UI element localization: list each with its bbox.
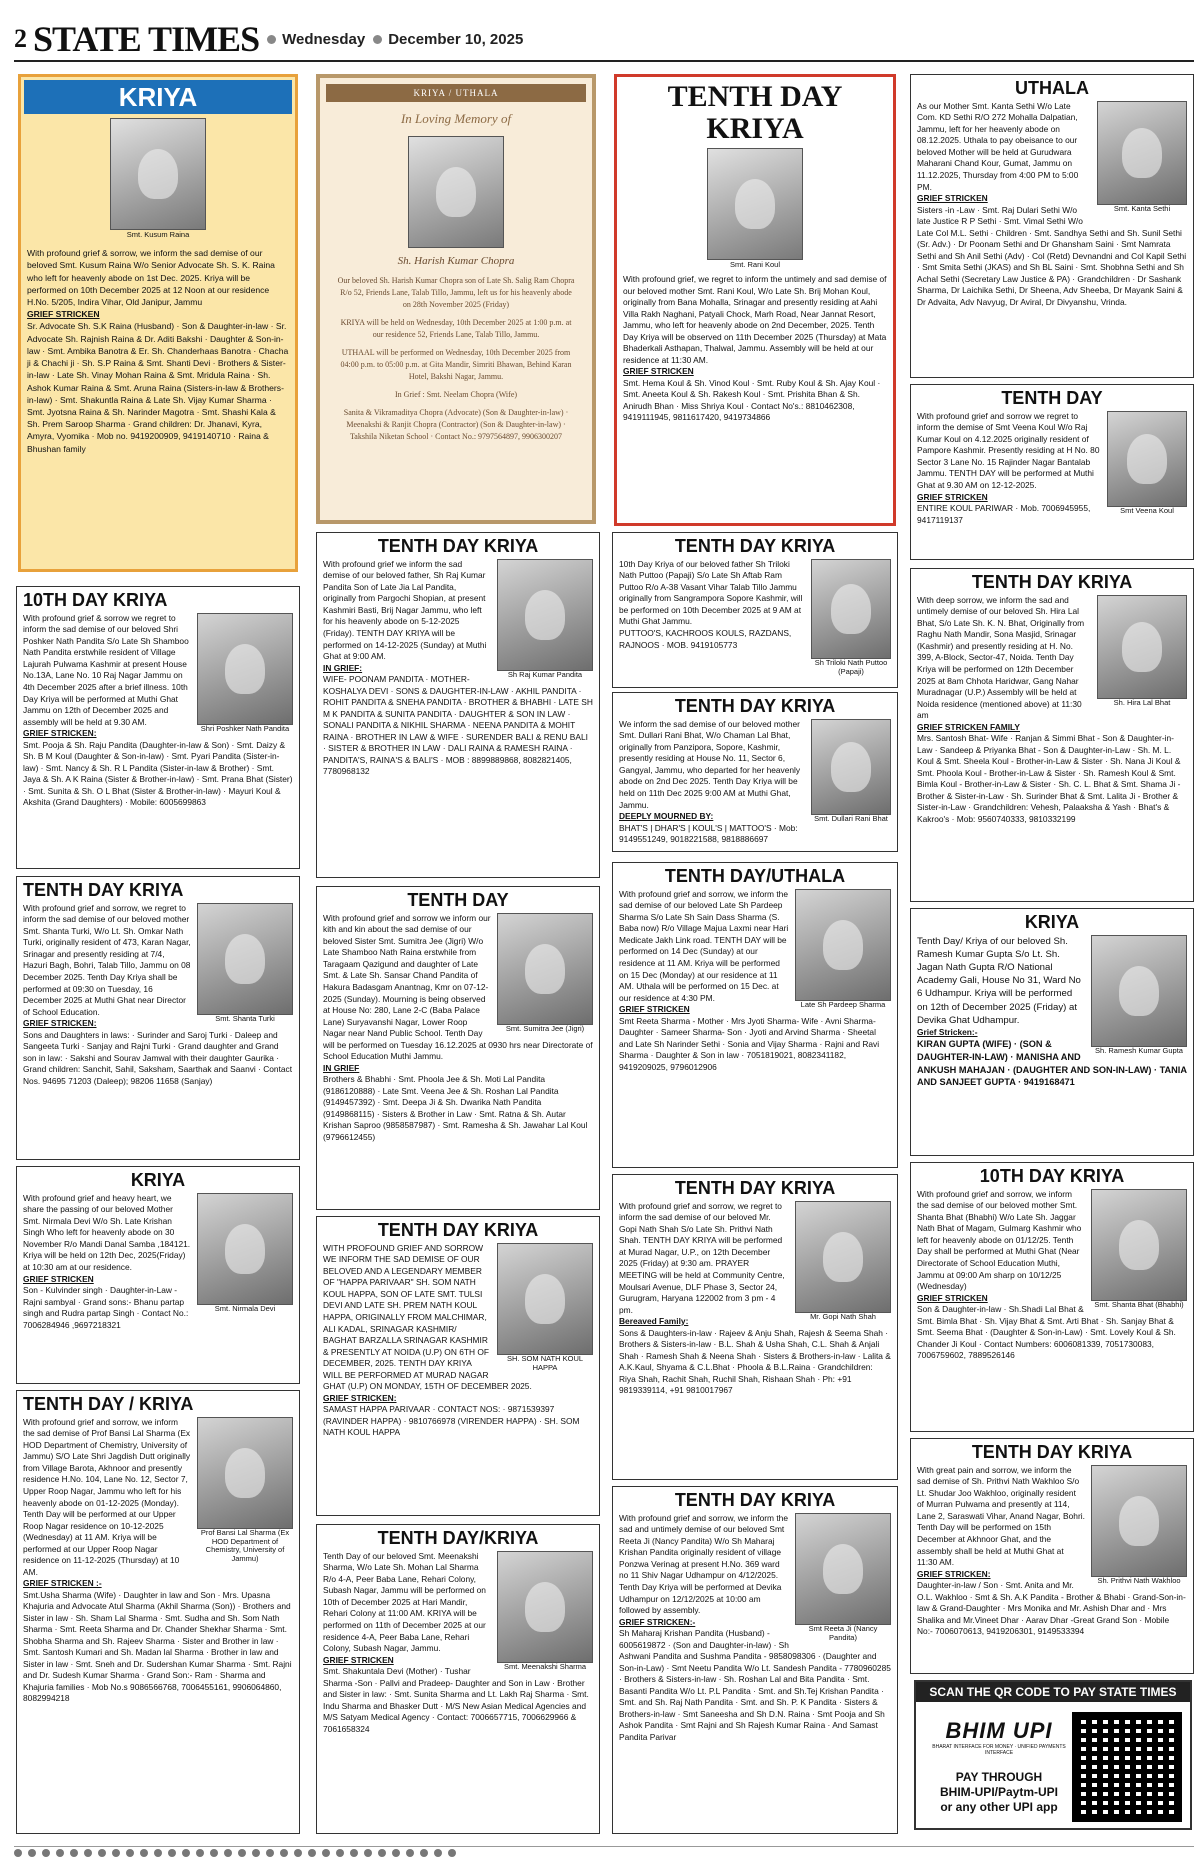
notice-body: With profound grief & sorrow, we inform the sad demise of our beloved Smt. Kusum Raina W/o Senior Advocate Sh. S. K. Raina who left for heavenly abode on 1st Dec. 2025. Kriya will be performed on 10th December 2025 at 12 Noon at our residence H.No. 5/205, Indira Vihar, Old Janipur, Jammu (27, 248, 275, 308)
notice-body: Tenth Day/ Kriya of our beloved Sh. Ramesh Kumar Gupta S/o Lt. Sh. Jagan Nath Gupta R/O National Academy Gali, House No 31, Ward No 6 Udhampur. Kriya will be performed on 12th of December 2025 (Friday) at Devika Ghat Udhampur. (917, 935, 1081, 1026)
portrait-image (408, 136, 504, 248)
kriya-details: KRIYA will be held on Wednesday, 10th December 2025 at 1:00 p.m. at our residence 52, Friends Lane, Talab Tillo, Jammu. (340, 318, 572, 340)
notice-title: TENTH DAY KRIYA (674, 1490, 836, 1510)
family-list: WIFE- POONAM PANDITA · MOTHER- KOSHALYA DEVI · SONS & DAUGHTER-IN-LAW · AKHIL PANDITA · ROHIT PANDITA & SNEHA PANDITA · BROTHER & BHABHI · LATE SH M K PANDITA & SUNITA PANDITA · DAUGHTER & SON IN LAW · SONALI PANDITA & NIKHIL SHARMA · NEENA PANDITA & MOHIT RAINA · BROTHER IN LAW & WIFE · SURENDER BALI & RENU BALI · SISTER & BROTHER IN LAW · DALI RAINA & RAMESH RAINA · PANDITA'S, RAINA'S & BALI'S · MOB : 8899889868, 8082821405, 7780968132 (323, 674, 593, 777)
photo-caption: Smt. Meenakshi Sharma (503, 1661, 587, 1671)
qr-left (924, 1718, 1074, 1815)
portrait-image (795, 889, 891, 1001)
photo (497, 1551, 593, 1672)
family-list: KIRAN GUPTA (WIFE) · (SON & DAUGHTER-IN-LAW) · MANISHA AND ANKUSH MAHAJAN · (DAUGHTER AND SON-IN-LAW) · TANIA AND SANJEET GUPTA · 9419168471 (917, 1039, 1187, 1088)
photo (1097, 101, 1187, 214)
family-list: PUTTOO'S, KACHROOS KOULS, RAZDANS, RAJNOOS · MOB. 9419105773 (619, 627, 792, 650)
notice-body: With profound grief and sorrow, we regret to inform the sad demise of our beloved Mr. Gopi Nath Shah S/o Late Sh. Prithvi Nath Shah. TENTH DAY KRIYA will be performed at Murad Nagar, U.P., on 12th December 2025 (Friday) at 9:30 am. PRAYER MEETING will be held at Community Centre, Moulsari Avenue, DLF Phase 3, Sector 24, Gurugram, Haryana 122002 from 3 pm - 4 pm. (619, 1200, 785, 1315)
grief-heading: GRIEF STRICKEN FAMILY (917, 721, 1020, 732)
obituary-kusum-raina (18, 74, 298, 572)
family-list: Sons and Daughters in laws: · Surinder and Saroj Turki · Daleep and Sangeeta Turki · Sanjay and Rajni Turki · Grand daughter and Grand son in law: · Sakshi and Sourav Jamwal with their daughter Gaurika · Grand children: Sanchit, Sahil, Saksham, Saarthak and Saanvi · Contact Nos. 94695 71203 (Daleep); 98206 11658 (Sanjay) (23, 1029, 293, 1086)
grief-heading: GRIEF STRICKEN (619, 1004, 690, 1015)
portrait-image (1097, 101, 1187, 205)
photo (197, 1417, 293, 1564)
portrait-image (197, 1193, 293, 1305)
family-list: Smt. Hema Koul & Sh. Vinod Koul · Smt. Ruby Koul & Sh. Ajay Koul · Smt. Aneeta Koul & Sh. Rakesh Koul · Smt. Prishita Bhan & Sh. Anirudh Bhan · Miss Shriya Koul · Contact No's.: 8810462308, 9419111945, 9811617420, 9419734866 (623, 377, 881, 423)
grief-heading: IN GRIEF (323, 1062, 360, 1073)
notice-body: With profound grief and sorrow we inform our kith and kin about the sad demise of our beloved Sister Smt. Sumitra Jee (Jigri) W/o Late Shamboo Nath Raina erstwhile from Taragaam Qazigund and daughter of Late Smt. & Late Sh. Sansar Chand Pandita of Hakura Badasgam Anantnag, Kmr on 07-12-2025 (Sunday). Mourning is being observed at House No: 280, Lane 2-C (Baba Palace Lane) Suryavanshi Nagar, Lower Roop Nagar near Nand Public School. Tenth Day will be performed on Tuesday 16.12.2025 at 0930 hrs near Directorate of School Education Muthi Jammu. (323, 912, 593, 1062)
obituary-ramesh-kumar-gupta (910, 908, 1194, 1156)
notice-title: KRIYA (130, 1170, 186, 1190)
portrait-image (1097, 595, 1187, 699)
portrait-image (497, 1551, 593, 1663)
payment-qr-ad (914, 1680, 1192, 1830)
grief-heading: DEEPLY MOURNED BY: (619, 811, 714, 822)
bhim-subtitle: BHARAT INTERFACE FOR MONEY · UNIFIED PAYMENTS INTERFACE (932, 1744, 1066, 1756)
obituary-raj-kumar-pandita (316, 532, 600, 878)
family-list: Sh Maharaj Krishan Pandita (Husband) - 6005619872 · (Son and Daughter-in-law) · Sh Ashwani Pandita and Sushma Pandita - 9858098306 · (Daughter and Son-in-Law) · Smt Neetu Pandita W/o Lt. Sandesh Pandita - 7780960285 · Brothers & Sisters-in-law · Sh. Roshan Lal and Bita Pandita · Smt. Basanti Pandita W/o Lt. P.L Pandita · Smt. and Sh.Tej Krishan Pandita · Smt. and Sh. Raj Nath Pandita · Smt. and Sh. P. K Pandita · Sisters & Brothers-in-law · Smt Saneesha and Sh D.N. Raina · Smt Pooja and Sh Ashok Pandita · Smt Rajni and Sh Rajesh Kumar Raina · And Samast Pandita Parivar (619, 1628, 891, 1742)
obituary-prithvi-nath-wakhloo (910, 1438, 1194, 1674)
notice-body: With profound grief and sorrow, we inform the sad and untimely demise of our beloved Smt Reeta Ji (Nancy Pandita) W/o Sh Maharaj Krishan Pandita originally resident of village Ponzwa Verinag at present H.No. 369 ward no 11 Shiv Nagar Udhampur on 4/12/2025. Tenth Day Kriya will be performed at Devika Udhampur on 12/12/2025 at 10:00 am followed by assembly. (619, 1512, 788, 1616)
photo-caption: Sh Raj Kumar Pandita (507, 669, 583, 679)
portrait-image (1091, 1189, 1187, 1301)
photo-caption: Sh. Prithvi Nath Wakhloo (1097, 1575, 1181, 1585)
notice-title: TENTH DAY KRIYA (377, 1220, 539, 1240)
grief-heading: GRIEF STRICKEN:- (619, 1616, 696, 1627)
grief-heading: GRIEF STRICKEN (323, 1654, 394, 1665)
photo (497, 559, 593, 680)
notice-body: We inform the sad demise of our beloved mother Smt. Dullari Rani Bhat, W/o Chaman Lal Bhat, originally from Panzipora, Sopore, Kashmir, presently residing at House No. 11, Sector 6, Gangyal, Jammu, who departed for her heavenly abode on 2nd Dec 2025. Tenth Day Kriya will be held on 11th Dec 2025 9:00 AM at Muthi Ghat, Jammu. (619, 718, 801, 810)
notice-title: KRIYA / UTHALA (326, 84, 586, 102)
notice-body: With deep sorrow, we inform the sad and untimely demise of our beloved Sh. Hira Lal Bhat, S/o Late Sh. K. N. Bhat, Originally from Raghu Nath Mandir, Sona Masjid, Srinagar (Kashmir) and presently residing at H. No. 399, A-Block, Sector-47, Noida. Tenth Day Kriya will be performed on 12th December 2025 at 8am Chhota Haridwar, Gang Nahar Muradnagar (U.P.) Assembly will be held at Noida residence (mentioned above) at 11:30 am (917, 594, 1085, 721)
photo (197, 613, 293, 734)
grief-heading: GRIEF STRICKEN (623, 366, 694, 377)
photo-caption: Smt. Kusum Raina (126, 230, 190, 239)
photo-caption: Smt. Nirmala Devi (214, 1303, 276, 1313)
family-list: SAMAST HAPPA PARIVAAR · CONTACT NOS: · 9871539397 (RAVINDER HAPPA) · 9810766978 (VIRENDER HAPPA) · SH. SOM NATH KOUL HAPPA (323, 1404, 580, 1438)
photo (408, 136, 504, 248)
obituary-nirmala-devi (16, 1166, 300, 1384)
notice-title: KRIYA (1024, 912, 1080, 932)
photo (795, 1513, 891, 1642)
notice-title: TENTH DAY / KRIYA (23, 1394, 194, 1414)
obituary-kanta-sethi (910, 74, 1194, 378)
grief-heading: GRIEF STRICKEN (917, 193, 988, 204)
family-list: BHAT'S | DHAR'S | KOUL'S | MATTOO'S · Mob: 9149551249, 9018221588, 9818886697 (619, 822, 798, 845)
obituary-sumitra-jee (316, 886, 600, 1210)
grief-heading: GRIEF STRICKEN (917, 1292, 988, 1303)
notice-body: With profound grief and sorrow we regret to inform the demise of Smt Veena Koul W/o Raj Kumar Koul on 4.12.2025 originally resident of Pampore Kashmir. Presently residing at H No. 80 Sector 3 Lane No. 15 Rajinder Nagar Bantalab Jammu. TENTH DAY will be performed at Muthi Ghat at 9.30 AM on 12-12-2025. (917, 410, 1100, 490)
family-list: Sr. Advocate Sh. S.K Raina (Husband) · Son & Daughter-in-law · Sr. Advocate Sh. Rajnish Raina & Dr. Aditi Bakshi · Daughter & Son-in-law · Smt. Ambika Banotra & Er. Sh. Chanderhaas Banotra · Chacha ji & Chachi ji · Sh. S.P Raina & Smt. Shanti Devi · Brothers & Sister-in-law · Late Sh. Vinay Mohan Raina & Smt. Mridula Raina · Sh. Ashok Kumar Raina & Smt. Aruna Raina (Sisters-in-law & Brothers-in-law) · Smt. Shakuntla Raina & Late Sh. Vijay Kumar Sharma · Smt. Jyotsna Raina & Sh. Narinder Magotra · Smt. Shashi Kala & Sh. Prem Saroop Sharma · Grand children: Dr. Jhanavi, Kyra, Amyra, Vyomika · Mob no. 9419200909, 9419140710 · Raina & Bhushan family (27, 321, 289, 454)
portrait-image (795, 1201, 891, 1313)
portrait-image (497, 1243, 593, 1355)
notice-title: TENTH DAY/UTHALA (664, 866, 846, 886)
footer-dots (14, 1846, 1194, 1858)
portrait-image (811, 719, 891, 815)
photo (795, 1201, 891, 1322)
family-list: Smt. Pooja & Sh. Raju Pandita (Daughter-in-law & Son) · Smt. Daizy & Sh. B M Koul (Daughter & Son-in-law) · Smt. Pyari Pandita (Sister-in-law) · Smt. Nancy & Sh. R L Pandita (Sister-in-law & Brother) · Smt. Jaya & Sh. A K Raina (Sister & Brother-in-law) · Smt. Prana Bhat (Sister) · Smt. Sunita & Sh. O L Bhat (Sister & Brother-in-law) · Mayuri Koul & Akshita (Grand Daughters) · Mobile: 6005699863 (23, 739, 293, 808)
photo (497, 913, 593, 1034)
pay-line-1: PAY THROUGH (955, 1770, 1043, 1784)
notice-title: TENTH DAY KRIYA (23, 880, 184, 900)
photo-caption: Smt Veena Koul (1120, 505, 1174, 515)
grief-heading: Bereaved Family: (619, 1316, 689, 1327)
obituary-som-nath-koul-happa (316, 1216, 600, 1516)
portrait-image (110, 118, 206, 230)
family-list: Sons & Daughters-in-law · Rajeev & Anju Shah, Rajesh & Seema Shah · Brothers & Sisters-in-law · B.L. Shah & Usha Shah, C.L. Shah & Anjali Shah · Ramesh Shah & Neena Shah · Sisters & Brothers-in-law · Lalita & A.K.Kaul, Shyama & C.L.Bhat · Phoola & B.L.Raina · Grandchildren: Riya Shah, Rachit Shah, Ruchil Shah, Rishaan Shah · Ph: +91 9819339114, +91 9810017967 (619, 1327, 891, 1396)
photo-caption: Smt. Shanta Turki (215, 1013, 275, 1023)
portrait-image (197, 1417, 293, 1529)
page-number: 2 (14, 24, 27, 53)
grief-heading: IN GRIEF: (323, 662, 363, 673)
notice-title: KRIYA (24, 80, 292, 114)
notice-title: TENTH DAY (1001, 388, 1103, 408)
photo (811, 559, 891, 676)
grief-heading: GRIEF STRICKEN: (323, 1392, 397, 1403)
notice-body: With profound grief and sorrow, we inform the sad demise of our beloved Late Sh Pardeep Sharma S/o Late Sh Sain Dass Sharma (S. Baba now) R/o Village Majua Laxmi near Hari Medicate Jakh Link road. TENTH DAY will be performed on 14 Dec (Sunday) at our residence at 11 AM. Kriya will be performed on 15 Dec (Monday) at our residence at 11 AM. Uthala will be performed on 15 Dec. at our residence at 4:30 PM. (619, 888, 789, 1003)
obituary-poshker-nath-pandita (16, 586, 300, 869)
portrait-image (197, 613, 293, 725)
notice-title: TENTH DAY KRIYA (674, 1178, 836, 1198)
notice-body: With profound grief and sorrow, we inform the sad demise of Prof Bansi Lal Sharma (Ex HOD Department of Chemistry, University of Jammu) S/O Late Shri Jagdish Dutt originally from Village Barota, Akhnoor and presently residence H.No. 104, Lane No. 12, Sector 7, Upper Roop Nagar, Jammu who left for his heavenly abode on 01-12-2025 (Monday). Tenth Day will be performed at our Upper Roop Nagar residence on 10-12-2025 (Wednesday) at 11 AM. Kriya will be performed at our Upper Roop Nagar residence on 11-12-2025 (Thursday) at 10 AM. (23, 1416, 191, 1577)
notice-body: With profound grief and sorrow, we regret to inform the sad demise of our beloved mother Smt. Shanta Turki, W/o Lt. Sh. Omkar Nath Turki, originally resident of 473, Karan Nagar, Srinagar and presently residing at 7/4, Hazuri Bagh, Bohri, Talab Tillo, Jammu on 08 December 2025. Tenth Day Kriya shall be performed at 09:30 on Tuesday, 16 December 2025 at Muthi Ghat near Director of School Education. (23, 902, 191, 1017)
photo-caption: Late Sh Pardeep Sharma (800, 999, 886, 1009)
deceased-name: Sh. Harish Kumar Chopra (397, 255, 515, 268)
photo (1097, 595, 1187, 708)
photo-caption: Smt. Kanta Sethi (1113, 203, 1171, 213)
notice-title: UTHALA (1015, 78, 1089, 98)
family-list: Son - Kulvinder singh · Daughter-in-Law -Rajni sambyal · Grand sons:- Bhanu partap singh and Rudra partap Singh · Contact No.: 7006284946 ,9697218321 (23, 1285, 189, 1330)
notice-body: With profound grief and sorrow, we inform the sad demise of our beloved mother Smt. Shanta Bhat (Bhabhi) W/o Late Sh. Jaggar Nath Bhat of Magam, Gulmarg Kashmir who left for heavenly abode on 01/12/25. Tenth Day shall be performed at Muthi Ghat (Near Directorate of School Education Muthi, Jammu at 09:00 Am sharp on 10/12/25 (Wednesday) (917, 1188, 1082, 1292)
family-list: Daughter-in-law / Son · Smt. Anita and Mr. O.L. Wakhloo · Smt & Sh. A.K Pandita - Brother & Bhabi · Grand-Son-in-law & Grand-Daughter · Mrs Monika and Mr. Ashish Dhar and · Mrs Shalika and Mr.Vineet Dhar · Aarav Dhar -Great Grand Son · Mobile No:- 7006070613, 9419206301, 9149533394 (917, 1580, 1186, 1637)
notice-title: 10TH DAY KRIYA (23, 590, 168, 610)
photo-caption: Prof Bansi Lal Sharma (Ex HOD Department of Chemistry, University of Jammu) (200, 1527, 290, 1563)
photo-caption: Sh. Hira Lal Bhat (1113, 697, 1171, 707)
photo-caption: Smt Reeta Ji (Nancy Pandita) (808, 1623, 878, 1642)
family-list: Smt. Shakuntala Devi (Mother) · Tushar Sharma -Son · Pallvi and Pradeep- Daughter and Son in Law · Brother and Sister in law: · Smt. Sunita Sharma and Lt. Lakh Raj Sharma · Smt. Indu Sharma and Bhasker Dutt · M/S New Asian Medical Agencies and M/S Satyam Medical Agency · Contact: 7006657715, 7006629966 & 7061658324 (323, 1666, 589, 1734)
photo-caption: Mr. Gopi Nath Shah (810, 1311, 876, 1321)
notice-body: 10th Day Kriya of our beloved father Sh Triloki Nath Puttoo (Papaji) S/o Late Sh Aftab Ram Puttoo R/o A-38 Vasant Vihar Talab Tillo Jammu originally from Sangrampora Sopore Kashmir, will be performed on 10th December 2025 at 9 AM at Muthi Ghat Jammu. (619, 558, 803, 627)
notice-body: With profound grief we inform the sad demise of our beloved father, Sh Raj Kumar Pandita Son of Late Jia Lal Pandita, originally from Pargochi Shopian, at present Kashmiri Basti, Brij Nagar Jammu, who left for his heavenly abode on 5-12-2025 (Friday). TENTH DAY KRIYA will be performed on 14-12-2025 (Sunday) at Muthi Ghat at 9:00 AM. (323, 558, 487, 662)
photo-caption: Shri Poshker Nath Pandita (200, 723, 290, 733)
grief-heading: GRIEF STRICKEN (27, 309, 100, 320)
portrait-image (707, 148, 803, 260)
photo (197, 903, 293, 1024)
notice-title: TENTH DAY KRIYA (971, 1442, 1133, 1462)
portrait-image (1091, 935, 1187, 1047)
obituary-bansi-lal-sharma (16, 1390, 300, 1834)
qr-code-icon[interactable] (1072, 1712, 1182, 1822)
uthala-details: UTHAAL will be performed on Wednesday, 10th December 2025 from 04:00 p.m. to 05:00 p.m. at Gita Mandir, Simriti Bhawan, Behind Karan Hotel, Bakshi Nagar, Jammu. (340, 348, 572, 382)
notice-title: 10TH DAY KRIYA (979, 1166, 1125, 1186)
notice-title: TENTH DAY (407, 890, 509, 910)
notice-body: With great pain and sorrow, we inform the sad demise of Sh. Prithvi Nath Wakhloo S/o Lt. Shudar Joo Wakhloo, originally resident of Murran Pulwama and presently at 114, Lane 2, Saraswati Vihar, Anand Nagar, Bohri. Tenth Day will be performed on 15th December at Akhnoor Ghat, and the assembly shall be held at Muthi Ghat at 11:30 AM. (917, 1464, 1085, 1568)
notice-body: Tenth Day of our beloved Smt. Meenakshi Sharma, W/o Late Sh. Mohan Lal Sharma R/o 4-A, Peer Baba Lane, Rehari Colony, Subash Nagar, Jammu will be performed on 10th of December 2025 at Hari Mandir, Rehari Colony at 11:00 AM. KRIYA will be performed on 11th of December 2025 at our residence 4-A, Peer Baba Lane, Rehari Colony, Subash Nagar, Jammu. (323, 1550, 486, 1654)
family-list: Mrs. Santosh Bhat- Wife · Ranjan & Simmi Bhat - Son & Daughter-in-Law · Sandeep & Priyanka Bhat - Son & Daughter-in-Law · Sh. M. L. Koul & Smt. Sheela Koul - Brother-in-Law & Sister · Sh. Nana Ji Koul & Smt. Phoola Koul - Brother-in-Law & Sister · Sh. Ramesh Koul & Smt. Bimla Koul - Brother-in-Law & Sister · Sh. C. L. Bhat & Smt. Shama Ji - Brother & Sister-in-Law · Sh. Surinder Bhat & Smt. Lalita Ji - Brother & Sister-in-Law · Grandchildren: Vehesh, Palaaksha & Yash · Bhat's & Kakroo's · Mob: 9560740333, 9810332199 (917, 733, 1181, 824)
notice-title: TENTH DAY/KRIYA (377, 1528, 539, 1548)
portrait-image (497, 913, 593, 1025)
obituary-hira-lal-bhat (910, 568, 1194, 902)
family-list: Son & Daughter-in-law · Sh.Shadi Lal Bhat & Smt. Bimla Bhat · Sh. Vijay Bhat & Smt. Arti Bhat · Sh. Sanjay Bhat & Smt. Seema Bhat · (Daughter & Son-in-Law) · Smt. Lovely Koul & Sh. Chander Ji Koul · Contact Numbers: 6006081339, 7051730083, 7006759602, 7889526146 (917, 1304, 1176, 1361)
issue-day: Wednesday (282, 30, 366, 48)
grief-heading: GRIEF STRICKEN: (917, 1568, 991, 1579)
photo-caption: SH. SOM NATH KOUL HAPPA (506, 1353, 584, 1372)
portrait-image (795, 1513, 891, 1625)
photo-caption: Smt. Shanta Bhat (Bhabhi) (1094, 1299, 1184, 1309)
bullet-icon (373, 35, 382, 44)
obituary-triloki-nath-puttoo (612, 532, 898, 688)
photo-caption: Sh Triloki Nath Puttoo (Papaji) (814, 657, 888, 676)
obituary-meenakshi-sharma (316, 1524, 600, 1834)
photo-caption: Smt. Dullari Rani Bhat (814, 813, 888, 823)
portrait-image (197, 903, 293, 1015)
photo (707, 148, 803, 270)
bhim-upi-logo: BHIM UPI (945, 1718, 1053, 1743)
pay-line-3: or any other UPI app (940, 1800, 1058, 1814)
issue-date: December 10, 2025 (388, 30, 524, 48)
in-loving-memory: In Loving Memory of (400, 111, 512, 127)
grief-heading: GRIEF STRICKEN (917, 491, 988, 502)
portrait-image (497, 559, 593, 671)
photo (1091, 935, 1187, 1056)
grief-heading: GRIEF STRICKEN: (23, 728, 97, 739)
grief-heading: In Grief : Smt. Neelam Chopra (Wife) (394, 390, 518, 400)
portrait-image (1107, 411, 1187, 507)
grief-heading: GRIEF STRICKEN (23, 1273, 94, 1284)
family-list: Smt Reeta Sharma - Mother · Mrs Jyoti Sharma- Wife · Avni Sharma- Daughter · Sameer Sharma- Son · Jyoti and Arvind Sharma · Sheetal and Late Sh Narinder Sethi · Sonia and Vijay Sharma · Rajni and Ravi Sharma · Daughter & Son in law · 7051819021, 8082341182, 9419209025, 9796012906 (619, 1015, 880, 1072)
family-list: ENTIRE KOUL PARIWAR · Mob. 7006945955, 9417119137 (917, 503, 1091, 525)
qr-heading: SCAN THE QR CODE TO PAY STATE TIMES (916, 1682, 1190, 1702)
photo (497, 1243, 593, 1372)
family-list: Sanita & Vikramaditya Chopra (Advocate) (Son & Daughter-in-law) · Meenakshi & Ranjit Chopra (Contractor) (Son & Daughter-in-law) · Takshila Niketan School · Contact No.: 9797564897, 9906300207 (343, 408, 569, 442)
notice-title: TENTH DAY KRIYA (667, 80, 843, 145)
portrait-image (811, 559, 891, 659)
photo-caption: Smt. Sumitra Jee (Jigri) (505, 1023, 585, 1033)
obituary-shanta-bhat (910, 1162, 1194, 1432)
photo (197, 1193, 293, 1314)
grief-heading: GRIEF STRICKEN :- (23, 1578, 102, 1589)
obituary-reeta-ji (612, 1486, 898, 1834)
notice-body: With profound grief & sorrow we regret to inform the sad demise of our beloved Shri Poshker Nath Pandita S/o Late Sh Shamboo Nath Pandita erstwhile resident of Village Lajurah Pulwama Kashmir at present House No.13A, Lane No. 10 Raj Nagar Jammu on 4th December 2025 after a brief illness. 10th Day Kriya will be performed at Muthi Ghat Jammu on 12th of December 2025 and assembly will be held at 9.30 AM. (23, 612, 189, 727)
notice-body: Our beloved Sh. Harish Kumar Chopra son of Late Sh. Salig Ram Chopra R/o 52, Friends Lane, Talab Tillo, Jammu, left us for his heavenly abode on 28th November 2025 (Friday) (337, 276, 575, 310)
photo-caption: Sh. Ramesh Kumar Gupta (1095, 1045, 1183, 1055)
photo (811, 719, 891, 824)
obituary-gopi-nath-shah (612, 1174, 898, 1480)
family-list: Sisters -in -Law · Smt. Raj Dulari Sethi W/o late Justice R P Sethi · Smt. Vimal Sethi W/o Late Col M.L. Sethi · Children · Smt. Sandhya Sethi and Sh. Sunil Sethi (Sr. Adv.) · Dr Poonam Sethi and Dr Ghansham Saini · Smt Namrata Sethi and Sh Anil Sethi (Adv) · Col (Retd) Devnandni and Col Kapil Sethi · Smt Smita Sethi (JKAS) and Sh BL Saini · Smt. Shobhna Sethi and Sh Achal Sethi (Secretary Law Justice & PA) · Grandchildren · Dr Sashank Sharma, Dr Laichika Sethi, Dr Sheena, Adv Sheeba, Dr Mayank Saini & Dr Advaita, Adv Navyug, Dr Aviral, Dr Divyanshu, Vrinda. (917, 204, 1187, 307)
notice-body: WITH PROFOUND GRIEF AND SORROW WE INFORM THE SAD DEMISE OF OUR BELOVED AND A LEGENDARY MEMBER OF "HAPPA PARIVAAR" SH. SOM NATH KOUL HAPPA, SON OF LATE SMT. TULSI DEVI AND LATE SH. PREM NATH KOUL HAPPA, ORIGINALLY FROM MALCHIMAR, ALI KADAL, SRINAGAR KASHMIR/ BAGHAT BARZALLA SRINAGAR KASHMIR & PRESENTLY AT NOIDA (U.P) ON 6TH OF DECEMBER, 2025. TENTH DAY KRIYA WILL BE PERFORMED AT MURAD NAGAR GHAT (U.P) ON MONDAY, 15TH OF DECEMBER 2025. (323, 1242, 532, 1392)
obituary-pardeep-sharma (612, 862, 898, 1168)
photo (110, 118, 206, 240)
notice-title: TENTH DAY KRIYA (674, 696, 836, 716)
pay-line-2: BHIM-UPI/Paytm-UPI (939, 1785, 1058, 1799)
bullet-icon (267, 35, 276, 44)
notice-title: TENTH DAY KRIYA (377, 536, 539, 556)
photo (1091, 1465, 1187, 1586)
photo (1107, 411, 1187, 516)
notice-body: With profound grief and heavy heart, we share the passing of our beloved Mother Smt. Nirmala Devi W/o Sh. Late Krishan Singh Who left for heavenly abode on 30 November R/o Mandi Danal Samba ,184121. Kriya will be held on 12th Dec, 2025(Friday) at 10:30 am at our residence. (23, 1192, 191, 1272)
photo-caption: Smt. Rani Koul (729, 260, 781, 269)
family-list: Brothers & Bhabhi · Smt. Phoola Jee & Sh. Moti Lal Pandita (9186120888) · Late Smt. Veena Jee & Sh. Roshan Lal Pandita (9149457392) · Smt. Deepa Ji & Sh. Dwarika Nath Pandita (9149868115) · Sisters & Brother in Law · Smt. Ratna & Sh. Autar Krishan Saproo (9858587987) · Smt. Ramesha & Sh. Jawahar Lal Koul (9796612455) (323, 1074, 588, 1142)
newspaper-title: STATE TIMES (33, 19, 260, 59)
notice-title: TENTH DAY KRIYA (971, 572, 1133, 592)
obituary-shanta-turki (16, 876, 300, 1160)
notice-body: As our Mother Smt. Kanta Sethi W/o Late Com. KD Sethi R/O 272 Mohalla Dalpatian, Jammu, left for her heavenly abode on 08.12.2025. Uthala to pay obeisance to our beloved Mother will be held at Gurudwara Maharani Chand Kour, Gumat, Jammu on 11.12.2025, Thursday from 4:00 PM to 5:00 PM. (917, 100, 1079, 192)
masthead (14, 18, 1194, 62)
portrait-image (1091, 1465, 1187, 1577)
grief-heading: GRIEF STRICKEN: (23, 1018, 97, 1029)
photo (1091, 1189, 1187, 1310)
obituary-harish-kumar-chopra (316, 74, 596, 524)
photo (795, 889, 891, 1010)
obituary-veena-koul (910, 384, 1194, 560)
obituary-rani-koul (614, 74, 896, 526)
obituary-dullari-rani-bhat (612, 692, 898, 852)
notice-title: TENTH DAY KRIYA (674, 536, 836, 556)
grief-heading: Grief Stricken:- (917, 1026, 978, 1037)
notice-body: With profound grief, we regret to inform the untimely and sad demise of our beloved mother Smt. Rani Koul, W/o Late Sh. Brij Mohan Koul, originally from Bana Mohalla, Srinagar and presently residing at Aahi Villa Rakh Naghani, Patyali Chock, Marh Road, Near Jannat Resort, Jammu, who left for heavenly abode on 2nd December, 2025. Tenth Day Kriya will be observed on 11th December 2025 (Thursday) at Mata Bhaderkali Asthapan, Thalwal, Jammu. Assembly will be held at our residence at 11:30 AM. (623, 274, 887, 365)
family-list: Smt.Usha Sharma (Wife) · Daughter in law and Son · Mrs. Upasna Khajuria and Advocate Atul Sharma (Akhil Sharma (Son)) · Brothers and Sister in law · Sh. Sham Lal Sharma · Smt. Sudha and Sh. Som Nath Sharma · Smt. Reeta Sharma and Dr. Chander Shekhar Sharma · Smt. Shobha Sharma and Sh. Rajeev Sharma · Sister and Brother in law · Smt. Santosh Kumari and Sh. Madan lal Sharma · Brother in law and Sister in law · Smt. Sneh and Dr. Sudershan Kumar Sharma · Smt. Rajni and Dr. Sudesh Kumar Sharma · Grand Son:- Ram · Sharma and Khajuria families · Mob No.s 9086566768, 7006455161, 9906064860, 8082994218 (23, 1589, 292, 1704)
